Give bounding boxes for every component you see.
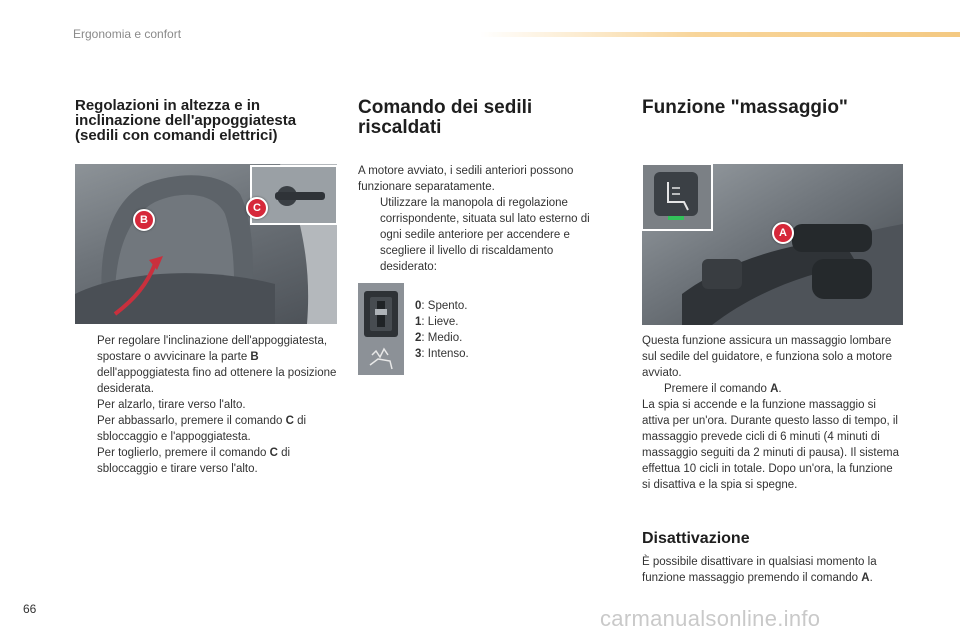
heated-seats-intro: A motore avviato, i sedili anteriori possono funzionare separatamente. xyxy=(358,165,574,193)
massage-text xyxy=(642,333,904,493)
list-item: 3: Intenso. xyxy=(415,348,469,360)
headrest-instructions xyxy=(75,333,340,477)
label-a-badge: A xyxy=(772,222,794,244)
headrest-section-title: Regolazioni in altezza e in inclinazione dell'appoggiatesta (sedili con comandi elettrici) xyxy=(75,97,297,144)
heat-dial-image xyxy=(358,283,404,375)
seat-heater-icon xyxy=(358,283,404,375)
headrest-image xyxy=(75,164,337,324)
massage-title: Funzione "massaggio" xyxy=(642,97,848,118)
massage-control-image xyxy=(642,164,903,325)
list-item: 0: Spento. xyxy=(415,300,468,312)
seat-controls-illustration xyxy=(642,164,903,325)
header-accent-bar xyxy=(480,32,960,37)
list-item: Utilizzare la manopola di regolazione corrispondente, situata sul lato esterno di ogni sedile anteriore per accendere e scegliere il livello di riscaldamento desiderato: xyxy=(380,197,590,273)
list-item: 1: Lieve. xyxy=(415,316,459,328)
list-item: Per abbassarlo, premere il comando C di sbloccaggio e l'appoggiatesta. xyxy=(97,415,307,443)
list-item: Per toglierlo, premere il comando C di sbloccaggio e tirare verso l'alto. xyxy=(97,447,291,475)
list-item: Premere il comando A. xyxy=(664,383,782,395)
massage-intro: Questa funzione assicura un massaggio lombare sul sedile del guidatore, e funziona solo a motore avviato. xyxy=(642,335,892,379)
heated-seats-text xyxy=(358,163,603,275)
label-c-badge: C xyxy=(246,197,268,219)
deactivation-title: Disattivazione xyxy=(642,530,750,547)
watermark: carmanualsonline.info xyxy=(600,606,821,631)
list-item: Per alzarlo, tirare verso l'alto. xyxy=(97,399,246,411)
label-b-badge: B xyxy=(133,209,155,231)
list-item: 2: Medio. xyxy=(415,332,463,344)
headrest-illustration xyxy=(75,164,337,324)
deactivation-text: È possibile disattivare in qualsiasi momento la funzione massaggio premendo il comando A. xyxy=(642,556,877,584)
running-header: Ergonomia e confort xyxy=(73,27,182,41)
list-item: Per regolare l'inclinazione dell'appoggiatesta, spostare o avvicinare la parte B dell'appoggiatesta fino ad ottenere la posizione desiderata. xyxy=(97,335,337,395)
heated-seats-title: Comando dei sedili riscaldati xyxy=(358,97,533,138)
massage-description: La spia si accende e la funzione massaggio si attiva per un'ora. Durante questo lasso di tempo, il massaggio prevede cicli di 6 minuti (4 minuti di massaggio seguiti da 2 minuti di pausa). Il sistema effettua 10 cicli in totale. Dopo un'ora, la funzione si disattiva e la spia si spegne. xyxy=(642,399,899,491)
heat-level-list xyxy=(415,298,565,362)
page-number: 66 xyxy=(23,602,37,616)
